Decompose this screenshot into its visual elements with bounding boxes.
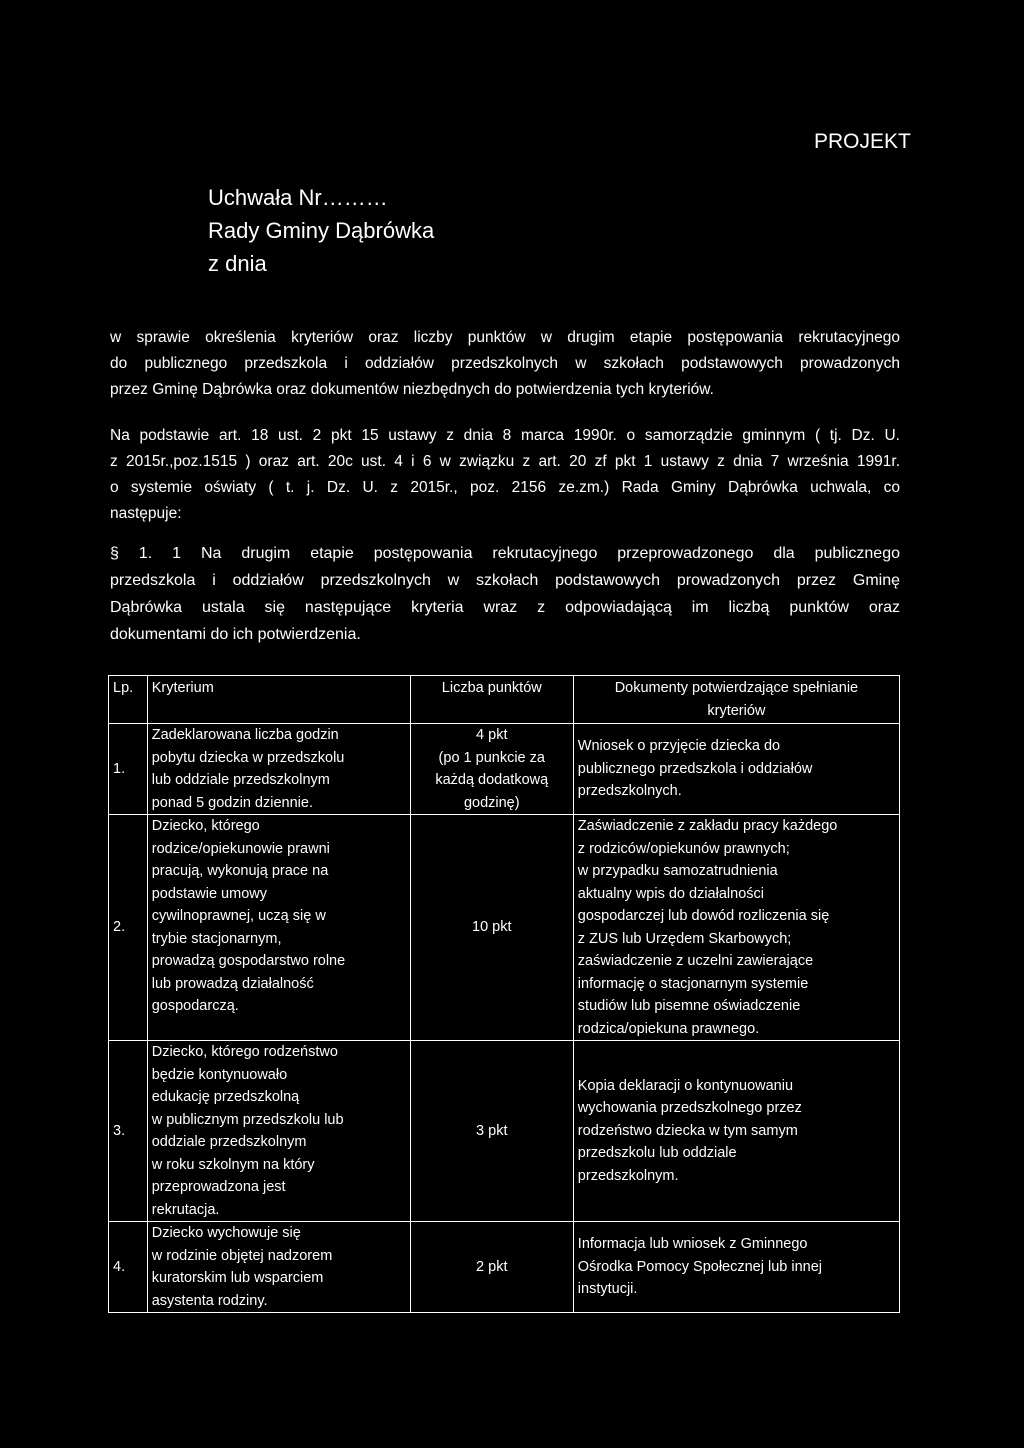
table-row — [109, 724, 900, 815]
table-row — [109, 1041, 900, 1222]
header-documents: Dokumenty potwierdzające spełnianie kryteriów — [573, 676, 899, 724]
criteria-table — [108, 675, 900, 1313]
header-criterion: Kryterium — [147, 676, 410, 724]
section-line: Dąbrówka ustala się następujące kryteria wraz z odpowiadającą im liczbą punktów oraz — [110, 599, 900, 616]
row-lp: 4. — [109, 1222, 148, 1313]
row-points: 3 pkt — [410, 1041, 573, 1222]
subject-line: w sprawie określenia kryteriów oraz liczby punktów w drugim etapie postępowania rekrutacyjnego — [110, 329, 900, 346]
section-line: § 1. 1 Na drugim etapie postępowania rekrutacyjnego przeprowadzonego dla publicznego — [110, 545, 900, 562]
row-documents: Zaświadczenie z zakładu pracy każdego z rodziców/opiekunów prawnych; w przypadku samozatrudnienia aktualny wpis do działalności gospodarczej lub dowód rozliczenia się z ZUS lub Urzędem Skarbowych; zaświadczenie z uczelni zawierające informację o stacjonarnym systemie studiów lub pisemne oświadczenie rodzica/opiekuna prawnego. — [573, 815, 899, 1041]
resolution-number: Uchwała Nr……… — [208, 185, 388, 210]
row-criterion: Dziecko, którego rodzice/opiekunowie prawni pracują, wykonują prace na podstawie umowy cywilnoprawnej, uczą się w trybie stacjonarnym, prowadzą gospodarstwo rolne lub prowadzą działalność gospodarczą. — [147, 815, 410, 1041]
legal-basis-line: następuje: — [110, 505, 182, 522]
row-documents: Informacja lub wniosek z Gminnego Ośrodka Pomocy Społecznej lub innej instytucji. — [573, 1222, 899, 1313]
section-1-paragraph — [110, 540, 900, 648]
table-row — [109, 1222, 900, 1313]
row-points: 2 pkt — [410, 1222, 573, 1313]
subject-paragraph — [110, 325, 900, 403]
row-documents: Kopia deklaracji o kontynuowaniu wychowania przedszkolnego przez rodzeństwo dziecka w tym samym przedszkolu lub oddziale przedszkolnym. — [573, 1041, 899, 1222]
row-lp: 2. — [109, 815, 148, 1041]
row-points: 10 pkt — [410, 815, 573, 1041]
row-lp: 3. — [109, 1041, 148, 1222]
project-label: PROJEKT — [814, 130, 911, 153]
row-criterion: Zadeklarowana liczba godzin pobytu dziecka w przedszkolu lub oddziale przedszkolnym ponad 5 godzin dziennie. — [147, 724, 410, 815]
council-name: Rady Gminy Dąbrówka — [208, 218, 435, 243]
header-points: Liczba punktów — [410, 676, 573, 724]
table-row — [109, 815, 900, 1041]
row-criterion: Dziecko, którego rodzeństwo będzie kontynuowało edukację przedszkolną w publicznym przedszkolu lub oddziale przedszkolnym w roku szkolnym na który przeprowadzona jest rekrutacja. — [147, 1041, 410, 1222]
subject-line: przez Gminę Dąbrówka oraz dokumentów niezbędnych do potwierdzenia tych kryteriów. — [110, 381, 714, 398]
row-documents: Wniosek o przyjęcie dziecka do publiczneg​o przedszkola i oddziałów przedszkolnych. — [573, 724, 899, 815]
section-line: przedszkola i oddziałów przedszkolnych w szkołach podstawowych prowadzonych przez Gminę — [110, 572, 900, 589]
row-points: 4 pkt (po 1 punkcie za każdą dodatkową godzinę) — [410, 724, 573, 815]
section-line: dokumentami do ich potwierdzenia. — [110, 626, 361, 643]
row-lp: 1. — [109, 724, 148, 815]
resolution-date: z dnia — [208, 251, 267, 276]
legal-basis-paragraph — [110, 423, 900, 527]
table-header-row — [109, 676, 900, 724]
subject-line: do publicznego przedszkola i oddziałów przedszkolnych w szkołach podstawowych prowadzonych — [110, 355, 900, 372]
legal-basis-line: z 2015r.,poz.1515 ) oraz art. 20c ust. 4 i 6 w związku z art. 20 zf pkt 1 ustawy z dnia 7 września 1991r. — [110, 453, 900, 470]
legal-basis-line: o systemie oświaty ( t. j. Dz. U. z 2015r., poz. 2156 ze.zm.) Rada Gminy Dąbrówka uchwala, co — [110, 479, 900, 496]
header-lp: Lp. — [109, 676, 148, 724]
row-criterion: Dziecko wychowuje się w rodzinie objętej nadzorem kuratorskim lub wsparciem asystenta rodziny. — [147, 1222, 410, 1313]
legal-basis-line: Na podstawie art. 18 ust. 2 pkt 15 ustawy z dnia 8 marca 1990r. o samorządzie gminnym ( tj. Dz. U. — [110, 427, 900, 444]
